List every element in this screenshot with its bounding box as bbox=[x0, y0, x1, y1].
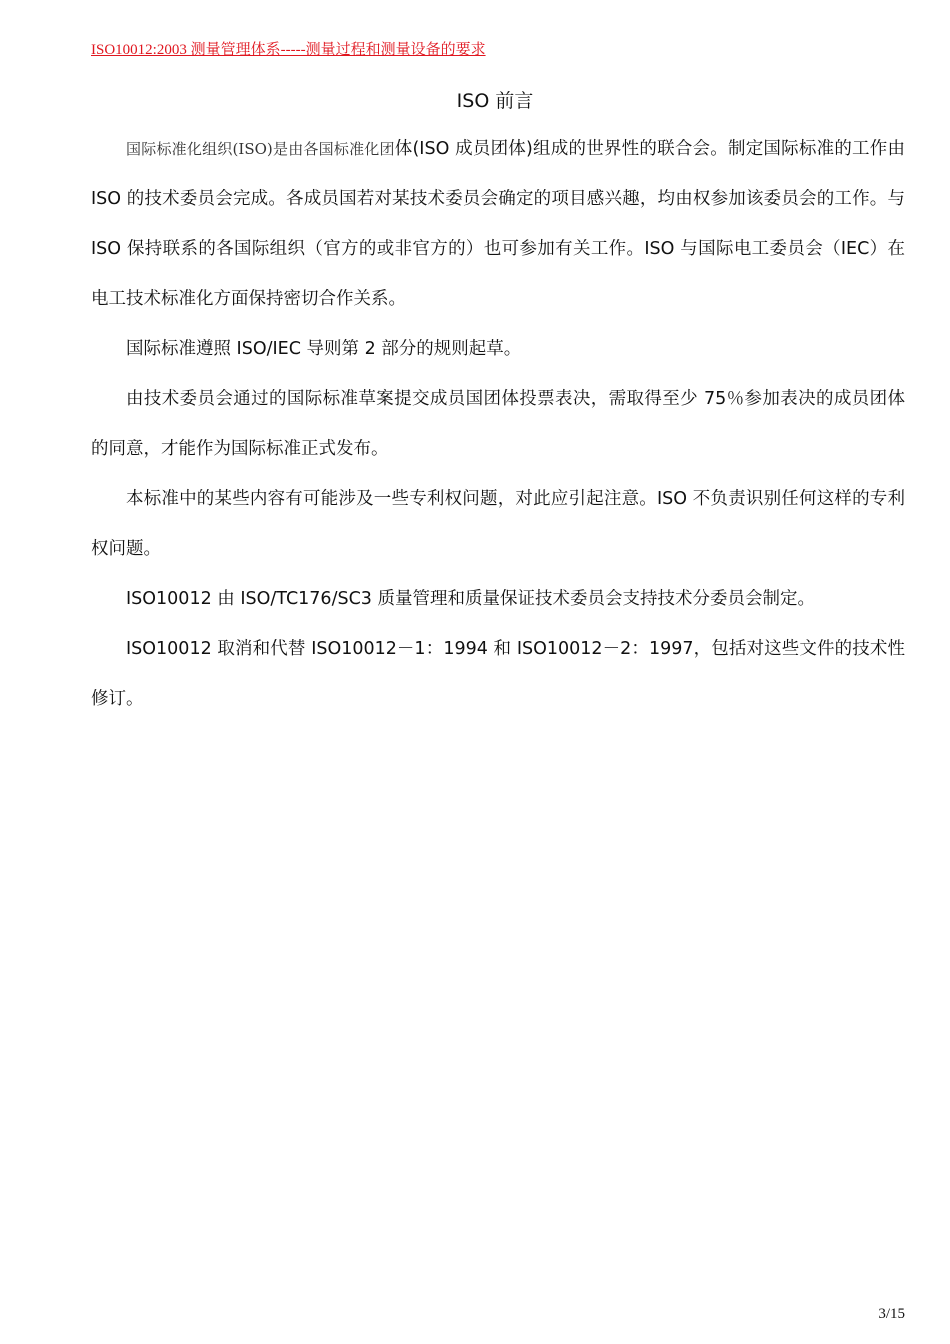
paragraph-1-text: 体(ISO 成员团体)组成的世界性的联合会。制定国际标准的工作由 ISO 的技术委员会完成。各成员国若对某技术委员会确定的项目感兴趣，均由权参加该委员会的工作。与 ISO 保持联系的各国际组织（官方的或非官方的）也可参加有关工作。ISO 与国际电工委员会（IEC）在电工技术标准化方面保持密切合作关系。 bbox=[91, 139, 905, 309]
paragraph-1 bbox=[91, 124, 905, 324]
page-number: 3/15 bbox=[878, 1306, 905, 1322]
paragraph-3: 由技术委员会通过的国际标准草案提交成员国团体投票表决，需取得至少 75％参加表决的成员团体的同意，才能作为国际标准正式发布。 bbox=[91, 389, 905, 459]
page-title: ISO 前言 bbox=[456, 90, 534, 112]
paragraph-5: ISO10012 由 ISO/TC176/SC3 质量管理和质量保证技术委员会支持技术分委员会制定。 bbox=[126, 589, 815, 609]
paragraph-4: 本标准中的某些内容有可能涉及一些专利权问题，对此应引起注意。ISO 不负责识别任何这样的专利权问题。 bbox=[91, 489, 905, 559]
paragraph-6: ISO10012 取消和代替 ISO10012－1：1994 和 ISO10012－2：1997，包括对这些文件的技术性修订。 bbox=[91, 639, 905, 709]
running-header: ISO10012:2003 测量管理体系-----测量过程和测量设备的要求 bbox=[91, 42, 486, 58]
paragraph-2: 国际标准遵照 ISO/IEC 导则第 2 部分的规则起草。 bbox=[126, 339, 522, 359]
document-body bbox=[91, 124, 905, 724]
paragraph-1-lead: 国际标准化组织(ISO)是由各国标准化团 bbox=[126, 140, 395, 158]
